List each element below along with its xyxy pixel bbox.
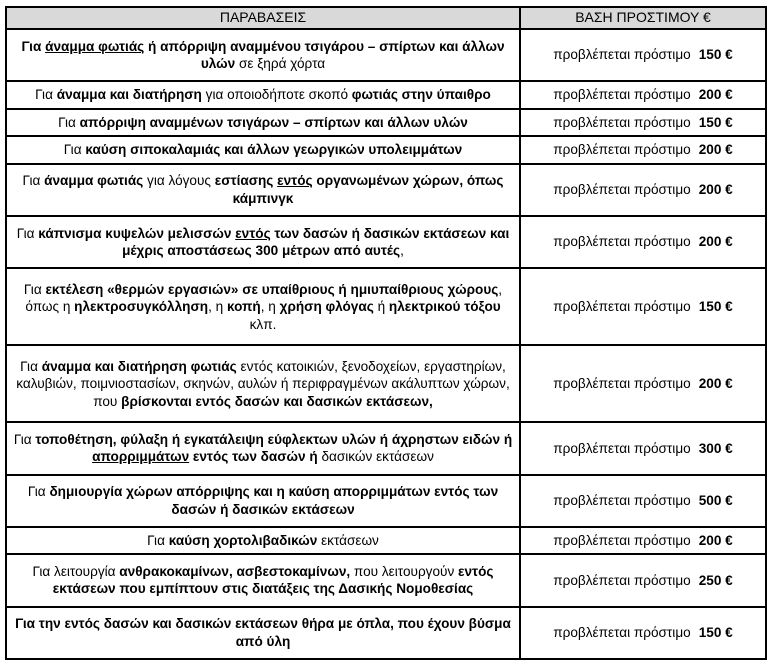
- fine-amount: 150 €: [698, 625, 733, 641]
- fine-amount: 150 €: [698, 114, 733, 130]
- fine-label: προβλέπεται πρόστιμο: [553, 532, 691, 548]
- violation-description: Για δημιουργία χώρων απόρριψης και η καύση απορριμμάτων εντός των δασών ή δασικών εκτάσεων: [6, 475, 520, 527]
- fine-cell: [520, 268, 766, 345]
- table-row: [6, 422, 766, 474]
- fine-cell: [520, 136, 766, 164]
- fines-table-container: [5, 6, 765, 660]
- table-row: [6, 268, 766, 345]
- fine-label: προβλέπεται πρόστιμο: [553, 376, 691, 392]
- fine-amount: 150 €: [698, 299, 733, 315]
- fine-label: προβλέπεται πρόστιμο: [553, 625, 691, 641]
- fine-amount: 200 €: [698, 182, 733, 198]
- violation-description: Για άναμμα φωτιάς για λόγους εστίασης εντός οργανωμένων χώρων, όπως κάμπινγκ: [6, 164, 520, 216]
- fine-cell: [520, 422, 766, 474]
- violation-description: Για τοποθέτηση, φύλαξη ή εγκατάλειψη εύφλεκτων υλών ή άχρηστων ειδών ή απορριμμάτων εντός των δασών ή δασικών εκτάσεων: [6, 422, 520, 474]
- fine-label: προβλέπεται πρόστιμο: [553, 87, 691, 103]
- table-row: [6, 29, 766, 81]
- fine-cell: [520, 527, 766, 555]
- table-row: [6, 554, 766, 606]
- violation-description: Για άναμμα και διατήρηση φωτιάς εντός κατοικιών, ξενοδοχείων, εργαστηρίων, καλυβιών, ποιμνιοστασίων, σκηνών, αυλών ή περιφραγμένων ακάλυπτων χώρων, που βρίσκονται εντός δασών και δασικών εκτάσεων,: [6, 345, 520, 422]
- table-row: [6, 81, 766, 109]
- table-row: [6, 607, 766, 659]
- table-body: [6, 29, 766, 659]
- fine-cell: [520, 164, 766, 216]
- violation-description: Για καύση σιποκαλαμιάς και άλλων γεωργικών υπολειμμάτων: [6, 136, 520, 164]
- fine-amount: 500 €: [698, 492, 733, 508]
- fine-label: προβλέπεται πρόστιμο: [553, 492, 691, 508]
- fine-label: προβλέπεται πρόστιμο: [553, 234, 691, 250]
- violation-description: Για εκτέλεση «θερμών εργασιών» σε υπαίθριους ή ημιυπαίθριους χώρους, όπως η ηλεκτροσυγκόλληση, η κοπή, η χρήση φλόγας ή ηλεκτρικού τόξου κλπ.: [6, 268, 520, 345]
- fine-amount: 200 €: [698, 142, 733, 158]
- header-violations: ΠΑΡΑΒΑΣΕΙΣ: [6, 7, 520, 29]
- fine-label: προβλέπεται πρόστιμο: [553, 114, 691, 130]
- violation-description: Για καύση χορτολιβαδικών εκτάσεων: [6, 527, 520, 555]
- fine-amount: 200 €: [698, 234, 733, 250]
- table-row: [6, 136, 766, 164]
- table-row: [6, 109, 766, 137]
- fine-amount: 200 €: [698, 532, 733, 548]
- fine-cell: [520, 109, 766, 137]
- fine-label: προβλέπεται πρόστιμο: [553, 572, 691, 588]
- fine-amount: 200 €: [698, 87, 733, 103]
- fine-cell: [520, 81, 766, 109]
- fine-cell: [520, 216, 766, 268]
- fine-amount: 250 €: [698, 572, 733, 588]
- violation-description: Για λειτουργία ανθρακοκαμίνων, ασβεστοκαμίνων, που λειτουργούν εντός εκτάσεων που εμπίπτουν στις διατάξεις της Δασικής Νομοθεσίας: [6, 554, 520, 606]
- fine-label: προβλέπεται πρόστιμο: [553, 142, 691, 158]
- fine-label: προβλέπεται πρόστιμο: [553, 47, 691, 63]
- header-fine-base: ΒΑΣΗ ΠΡΟΣΤΙΜΟΥ €: [520, 7, 766, 29]
- fines-table: [5, 6, 767, 660]
- fine-amount: 150 €: [698, 47, 733, 63]
- table-row: [6, 345, 766, 422]
- table-header-row: [6, 7, 766, 29]
- fine-cell: [520, 554, 766, 606]
- violation-description: Για απόρριψη αναμμένων τσιγάρων – σπίρτων και άλλων υλών: [6, 109, 520, 137]
- violation-description: Για άναμμα φωτιάς ή απόρριψη αναμμένου τσιγάρου – σπίρτων και άλλων υλών σε ξηρά χόρτα: [6, 29, 520, 81]
- fine-amount: 200 €: [698, 376, 733, 392]
- fine-cell: [520, 29, 766, 81]
- violation-description: Για κάπνισμα κυψελών μελισσών εντός των δασών ή δασικών εκτάσεων και μέχρις αποστάσεως 300 μέτρων από αυτές,: [6, 216, 520, 268]
- table-row: [6, 216, 766, 268]
- fine-cell: [520, 345, 766, 422]
- violation-description: Για άναμμα και διατήρηση για οποιοδήποτε σκοπό φωτιάς στην ύπαιθρο: [6, 81, 520, 109]
- fine-label: προβλέπεται πρόστιμο: [553, 440, 691, 456]
- fine-amount: 300 €: [698, 440, 733, 456]
- table-row: [6, 527, 766, 555]
- fine-label: προβλέπεται πρόστιμο: [553, 299, 691, 315]
- fine-cell: [520, 475, 766, 527]
- table-row: [6, 475, 766, 527]
- fine-label: προβλέπεται πρόστιμο: [553, 182, 691, 198]
- violation-description: Για την εντός δασών και δασικών εκτάσεων θήρα με όπλα, που έχουν βύσμα από ύλη: [6, 607, 520, 659]
- fine-cell: [520, 607, 766, 659]
- table-row: [6, 164, 766, 216]
